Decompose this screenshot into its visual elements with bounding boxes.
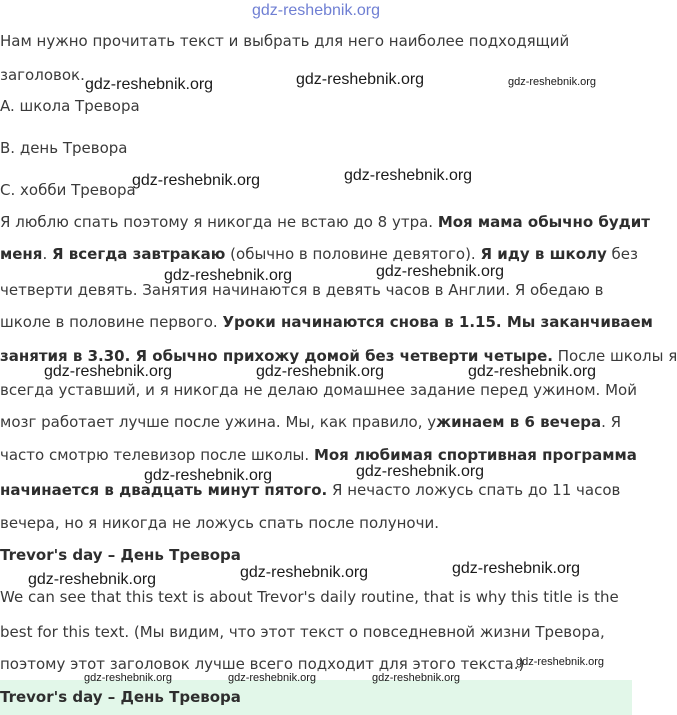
watermark: gdz-reshebnik.org bbox=[164, 267, 293, 284]
bold-segment: меня bbox=[0, 245, 43, 263]
explanation-line-3: поэтому этот заголовок лучше всего подходит для этого текста.) bbox=[0, 655, 525, 673]
answer-text: Trevor's day – День Тревора bbox=[0, 688, 241, 706]
watermark: gdz-reshebnik.org bbox=[84, 672, 173, 684]
bold-segment: начинается в двадцать минут пятого. bbox=[0, 481, 328, 499]
explanation-line-2: best for this text. (Мы видим, что этот текст о повседневной жизни Тревора, bbox=[0, 623, 605, 641]
text-line bbox=[0, 481, 620, 499]
bold-segment: Моя любимая спортивная программа bbox=[313, 446, 637, 464]
text-segment: часто смотрю телевизор после школы. bbox=[0, 446, 314, 464]
watermark: gdz-reshebnik.org bbox=[372, 672, 461, 684]
text-line bbox=[0, 313, 653, 331]
site-header-watermark: gdz-reshebnik.org bbox=[251, 2, 381, 19]
watermark: gdz-reshebnik.org bbox=[28, 571, 157, 588]
text-segment: (обычно в половине девятого). bbox=[225, 245, 481, 263]
watermark: gdz-reshebnik.org bbox=[508, 76, 597, 88]
option-c: C. хобби Тревора bbox=[0, 181, 136, 199]
watermark: gdz-reshebnik.org bbox=[452, 560, 581, 577]
watermark: gdz-reshebnik.org bbox=[144, 467, 273, 484]
watermark: gdz-reshebnik.org bbox=[516, 656, 605, 668]
text-segment: мозг работает лучше после ужина. Мы, как правило, у bbox=[0, 413, 437, 431]
watermark: gdz-reshebnik.org bbox=[132, 172, 261, 189]
watermark: gdz-reshebnik.org bbox=[376, 263, 505, 280]
watermark: gdz-reshebnik.org bbox=[240, 564, 369, 581]
watermark: gdz-reshebnik.org bbox=[256, 363, 385, 380]
text-segment: без bbox=[606, 245, 639, 263]
bold-segment: Я всегда завтракаю bbox=[51, 245, 226, 263]
text-line bbox=[0, 381, 637, 399]
bold-segment: Я иду в школу bbox=[480, 245, 607, 263]
text-line bbox=[0, 514, 439, 532]
watermark: gdz-reshebnik.org bbox=[356, 463, 485, 480]
text-segment: всегда уставший, и я никогда не делаю домашнее задание перед ужином. Мой bbox=[0, 381, 637, 399]
watermark: gdz-reshebnik.org bbox=[296, 71, 425, 88]
watermark: gdz-reshebnik.org bbox=[228, 672, 317, 684]
text-segment: Я нечасто ложусь спать до 11 часов bbox=[327, 481, 621, 499]
answer-box bbox=[0, 680, 632, 715]
text-segment: школе в половине первого. bbox=[0, 313, 223, 331]
watermark: gdz-reshebnik.org bbox=[44, 363, 173, 380]
bold-segment: Моя мама обычно будит bbox=[437, 213, 651, 231]
option-a: A. школа Тревора bbox=[0, 97, 140, 115]
bold-segment: Уроки начинаются снова в 1.15. Мы заканчиваем bbox=[222, 313, 653, 331]
text-segment: четверти девять. Занятия начинаются в девять часов в Англии. Я обедаю в bbox=[0, 281, 604, 299]
heading: Trevor's day – День Тревора bbox=[0, 546, 241, 564]
text-segment: . Я bbox=[601, 413, 622, 431]
text-line bbox=[0, 213, 650, 231]
task-line-1: Нам нужно прочитать текст и выбрать для него наиболее подходящий bbox=[0, 32, 570, 50]
explanation-line-1: We can see that this text is about Trevor's daily routine, that is why this title is the bbox=[0, 588, 619, 606]
bold-segment: занятия в 3.30. Я обычно прихожу домой без четверти четыре. bbox=[0, 347, 553, 365]
text-line bbox=[0, 446, 637, 464]
text-segment: Я люблю спать поэтому я никогда не встаю до 8 утра. bbox=[0, 213, 438, 231]
text-line bbox=[0, 281, 604, 299]
text-segment: После школы я bbox=[553, 347, 677, 365]
watermark: gdz-reshebnik.org bbox=[468, 363, 597, 380]
text-line bbox=[0, 413, 621, 431]
text-segment: . bbox=[42, 245, 52, 263]
task-line-2: заголовок. bbox=[0, 66, 85, 84]
watermark: gdz-reshebnik.org bbox=[344, 167, 473, 184]
bold-segment: жинаем в 6 вечера bbox=[436, 413, 602, 431]
watermark: gdz-reshebnik.org bbox=[85, 76, 214, 93]
option-b: B. день Тревора bbox=[0, 139, 128, 157]
text-segment: вечера, но я никогда не ложусь спать после полуночи. bbox=[0, 514, 439, 532]
text-line bbox=[0, 245, 638, 263]
